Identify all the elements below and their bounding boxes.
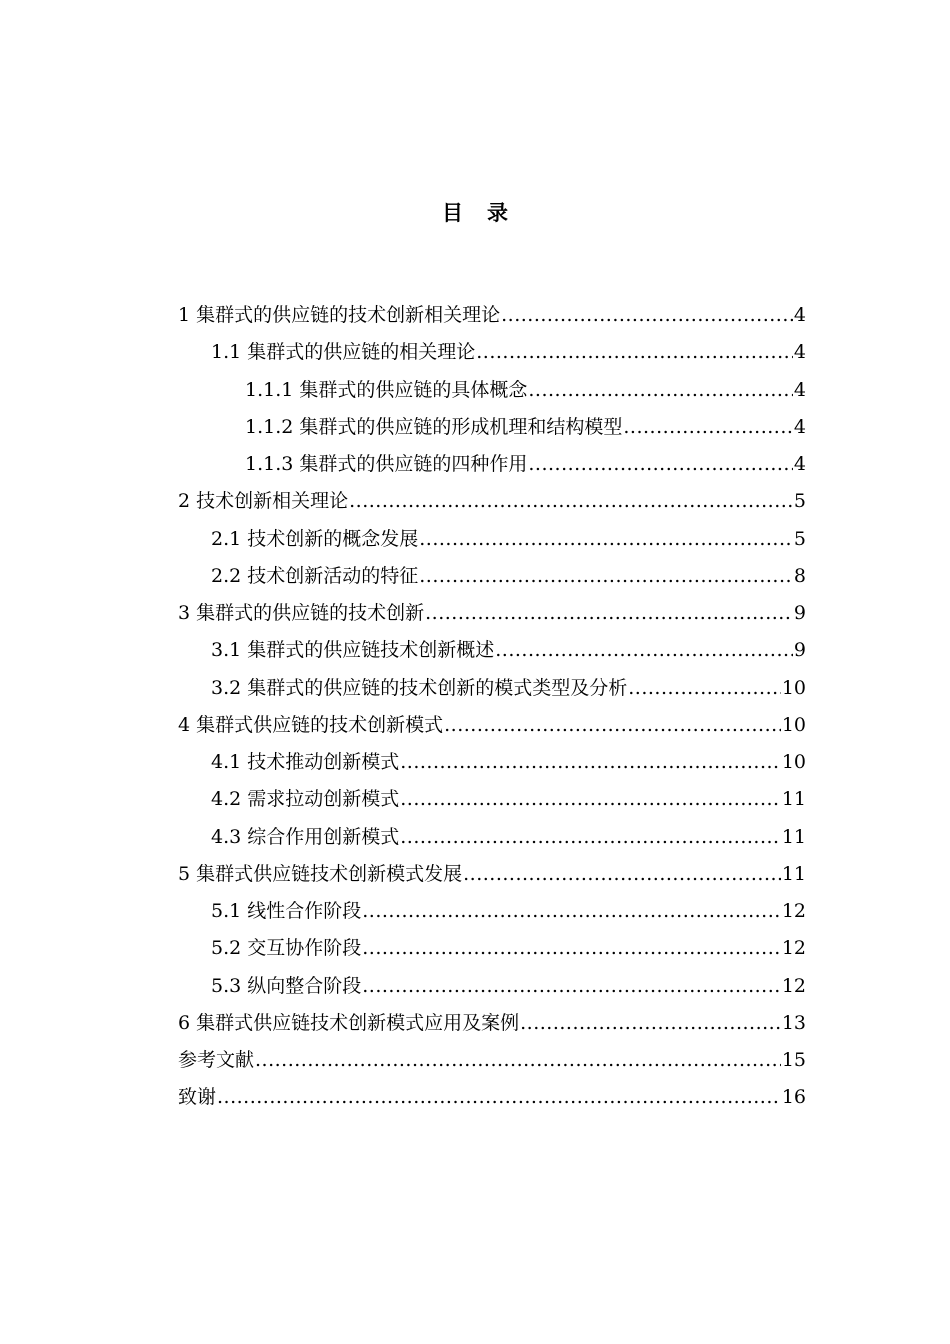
toc-entry-text: 2 技术创新相关理论 [178,490,349,513]
toc-page-number: 4 [793,378,806,401]
toc-entry[interactable] [178,446,806,483]
toc-page-number: 4 [793,304,806,326]
toc-entry-text: 1 集群式的供应链的技术创新相关理论 [178,304,501,326]
toc-leader-dots [362,930,781,967]
toc-page-number: 4 [793,415,806,438]
toc-entry-text: 6 集群式供应链技术创新模式应用及案例 [178,1011,520,1034]
toc-leader-dots [623,409,793,446]
toc-entry-text: 1.1.2 集群式的供应链的形成机理和结构模型 [245,415,623,438]
toc-page-number: 9 [793,639,806,662]
toc-leader-dots [476,334,793,371]
toc-entry-text: 5.3 纵向整合阶段 [211,974,362,997]
toc-entry-text: 参考文献 [178,1049,255,1071]
toc-leader-dots [444,707,781,744]
toc-leader-dots [419,521,793,558]
toc-entry-text: 5 集群式供应链技术创新模式发展 [178,862,463,885]
toc-entry-text: 3.1 集群式的供应链技术创新概述 [211,639,495,662]
toc-page-number: 12 [781,937,806,960]
toc-leader-dots [495,632,793,669]
page-title: 目录 [442,200,532,225]
toc-entry-text: 1.1.3 集群式的供应链的四种作用 [245,453,528,475]
table-of-contents [178,297,806,1117]
toc-entry-text: 2.2 技术创新活动的特征 [211,564,419,587]
toc-entry-text: 4.3 综合作用创新模式 [211,825,400,848]
toc-page-number: 8 [793,564,806,587]
toc-entry[interactable] [178,521,806,558]
toc-entry-text: 3 集群式的供应链的技术创新 [178,602,425,624]
toc-leader-dots [217,1079,781,1116]
toc-entry[interactable] [178,781,806,818]
toc-leader-dots [400,744,781,781]
toc-entry-text: 4 集群式供应链的技术创新模式 [178,713,444,736]
toc-page-number: 12 [781,900,806,922]
toc-page-number: 5 [793,527,806,550]
toc-leader-dots [400,781,781,818]
toc-entry-text: 1.1 集群式的供应链的相关理论 [211,341,476,364]
toc-entry[interactable] [178,968,806,1005]
toc-entry-text: 2.1 技术创新的概念发展 [211,527,419,550]
toc-entry[interactable] [178,930,806,967]
toc-entry[interactable] [178,632,806,669]
toc-page-number: 4 [793,453,806,475]
toc-leader-dots [419,558,793,595]
toc-page-number: 5 [793,490,806,513]
toc-leader-dots [628,670,781,707]
toc-entry-text: 4.1 技术推动创新模式 [211,751,400,773]
toc-page-number: 10 [781,751,806,773]
toc-entry[interactable] [178,334,806,371]
toc-page-number: 16 [781,1086,806,1109]
toc-entry-text: 致谢 [178,1086,217,1109]
toc-entry[interactable] [178,819,806,856]
toc-entry-text: 3.2 集群式的供应链的技术创新的模式类型及分析 [211,676,628,699]
toc-entry[interactable] [178,409,806,446]
toc-leader-dots [349,483,793,520]
toc-entry[interactable] [178,856,806,893]
toc-page-number: 11 [781,825,806,848]
toc-entry[interactable] [178,893,806,930]
toc-entry[interactable] [178,297,806,334]
toc-entry-text: 1.1.1 集群式的供应链的具体概念 [245,378,528,401]
toc-leader-dots [528,446,793,483]
toc-entry[interactable] [178,483,806,520]
toc-entry[interactable] [178,595,806,632]
toc-page-number: 15 [781,1049,806,1071]
toc-page-number: 10 [781,713,806,736]
toc-leader-dots [400,819,781,856]
toc-leader-dots [463,856,781,893]
toc-page-number: 11 [781,862,806,885]
toc-leader-dots [255,1042,781,1079]
toc-entry[interactable] [178,1005,806,1042]
toc-page-number: 10 [781,676,806,699]
toc-leader-dots [362,968,781,1005]
toc-page-number: 13 [781,1011,806,1034]
toc-entry[interactable] [178,558,806,595]
toc-page-number: 11 [781,788,806,811]
toc-entry-text: 5.2 交互协作阶段 [211,937,362,960]
toc-page-number: 12 [781,974,806,997]
toc-entry-text: 4.2 需求拉动创新模式 [211,788,400,811]
toc-entry[interactable] [178,744,806,781]
toc-entry[interactable] [178,670,806,707]
toc-page-number: 9 [793,602,806,624]
toc-entry[interactable] [178,1042,806,1079]
toc-leader-dots [520,1005,781,1042]
toc-page-number: 4 [793,341,806,364]
toc-entry[interactable] [178,372,806,409]
toc-leader-dots [528,372,793,409]
toc-leader-dots [425,595,793,632]
toc-entry-text: 5.1 线性合作阶段 [211,900,362,922]
toc-entry[interactable] [178,1079,806,1116]
toc-leader-dots [501,297,793,334]
toc-entry[interactable] [178,707,806,744]
toc-leader-dots [362,893,781,930]
